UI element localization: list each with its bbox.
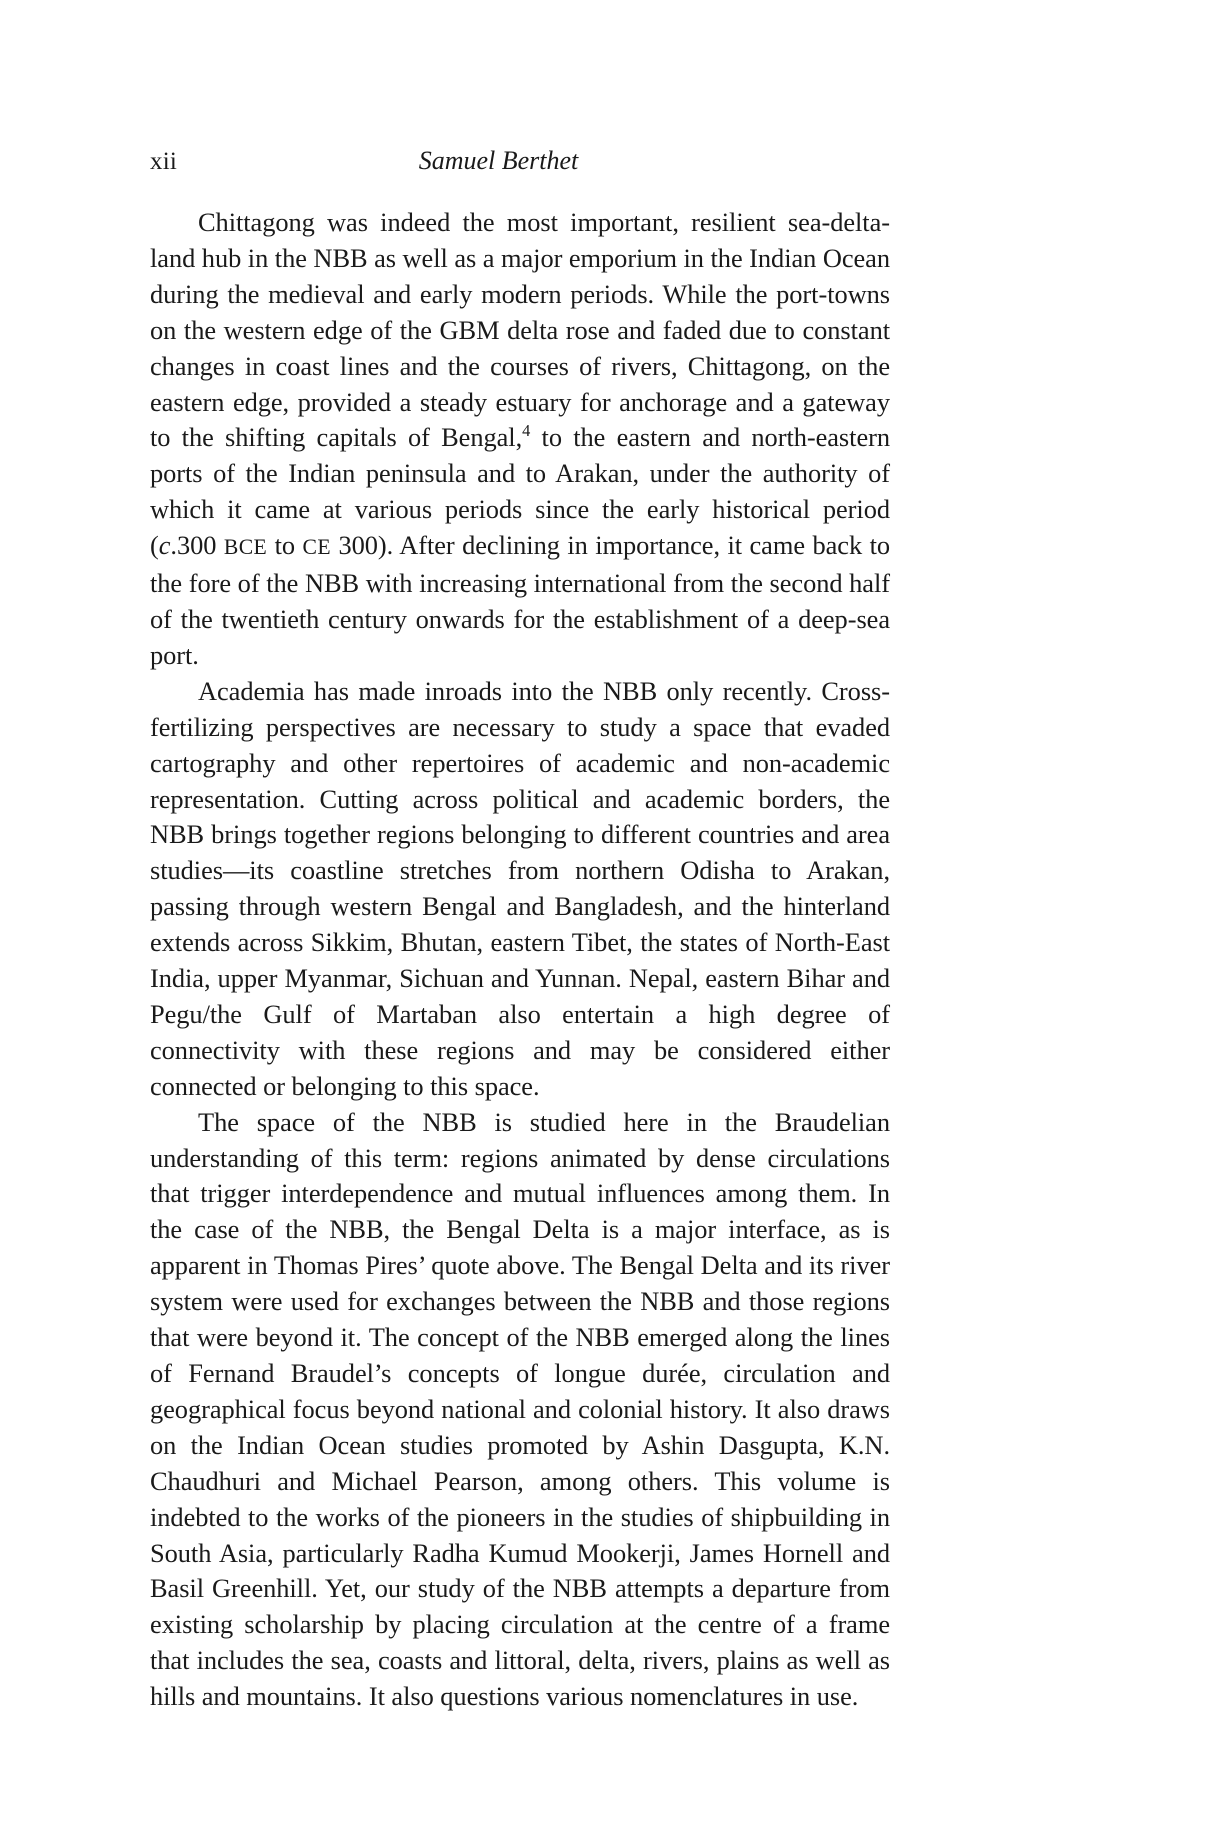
page-folio: xii [150, 148, 177, 175]
running-head [150, 146, 890, 176]
paragraph: Academia has made inroads into the NBB only recently. Cross-fertilizing perspectives are necessary to study a space that evaded cartography and other repertoires of academic and non-academic representation. Cutting across political and academic borders, the NBB brings together regions belonging to different countries and area studies—its coastline stretches from northern Odisha to Arakan, passing through western Bengal and Bangladesh, and the hinterland extends across Sikkim, Bhutan, eastern Tibet, the states of North-East India, upper Myanmar, Sichuan and Yunnan. Nepal, eastern Bihar and Pegu/the Gulf of Martaban also entertain a high degree of connectivity with these regions and may be considered either connected or belonging to this space. [150, 675, 890, 1101]
running-title: Samuel Berthet [418, 146, 579, 175]
small-caps-era: BCE [223, 535, 268, 560]
paragraph: The space of the NBB is studied here in the Braudelian understanding of this term: regions animated by dense circulations that trigger interdependence and mutual influences among them. In the case of the NBB, the Bengal Delta is a major interface, as is apparent in Thomas Pires’ quote above. The Bengal Delta and its river system were used for exchanges between the NBB and those regions that were beyond it. The concept of the NBB emerged along the lines of Fernand Braudel’s concepts of longue durée, circulation and geographical focus beyond national and colonial history. It also draws on the Indian Ocean studies promoted by Ashin Dasgupta, K.N. Chaudhuri and Michael Pearson, among others. This volume is indebted to the works of the pioneers in the studies of shipbuilding in South Asia, particularly Radha Kumud Mookerji, James Hornell and Basil Greenhill. Yet, our study of the NBB attempts a departure from existing scholarship by placing circulation at the centre of a frame that includes the sea, coasts and littoral, delta, rivers, plains as well as hills and mountains. It also questions various nomenclatures in use. [150, 1106, 890, 1712]
footnote-marker[interactable]: 4 [522, 421, 531, 441]
text-block [150, 205, 890, 1715]
italic-text: c [158, 530, 171, 561]
paragraph: Chittagong was indeed the most important, resilient sea-delta-land hub in the NBB as well as a major emporium in the Indian Ocean during the medieval and early modern periods. While the port-towns on the western edge of the GBM delta rose and faded due to constant changes in coast lines and the courses of rivers, Chittagong, on the eastern edge, provided a steady estuary for anchorage and a gateway to the shifting capitals of Bengal,$^4$ to the eastern and north-eastern ports of the Indian peninsula and to Arakan, under the authority of which it came at various periods since the early historical period (c.300 BCE to CE 300). After declining in importance, it came back to the fore of the NBB with increasing international from the second half of the twentieth century onwards for the establishment of a deep-sea port. [150, 207, 890, 670]
small-caps-era: CE [302, 535, 331, 560]
